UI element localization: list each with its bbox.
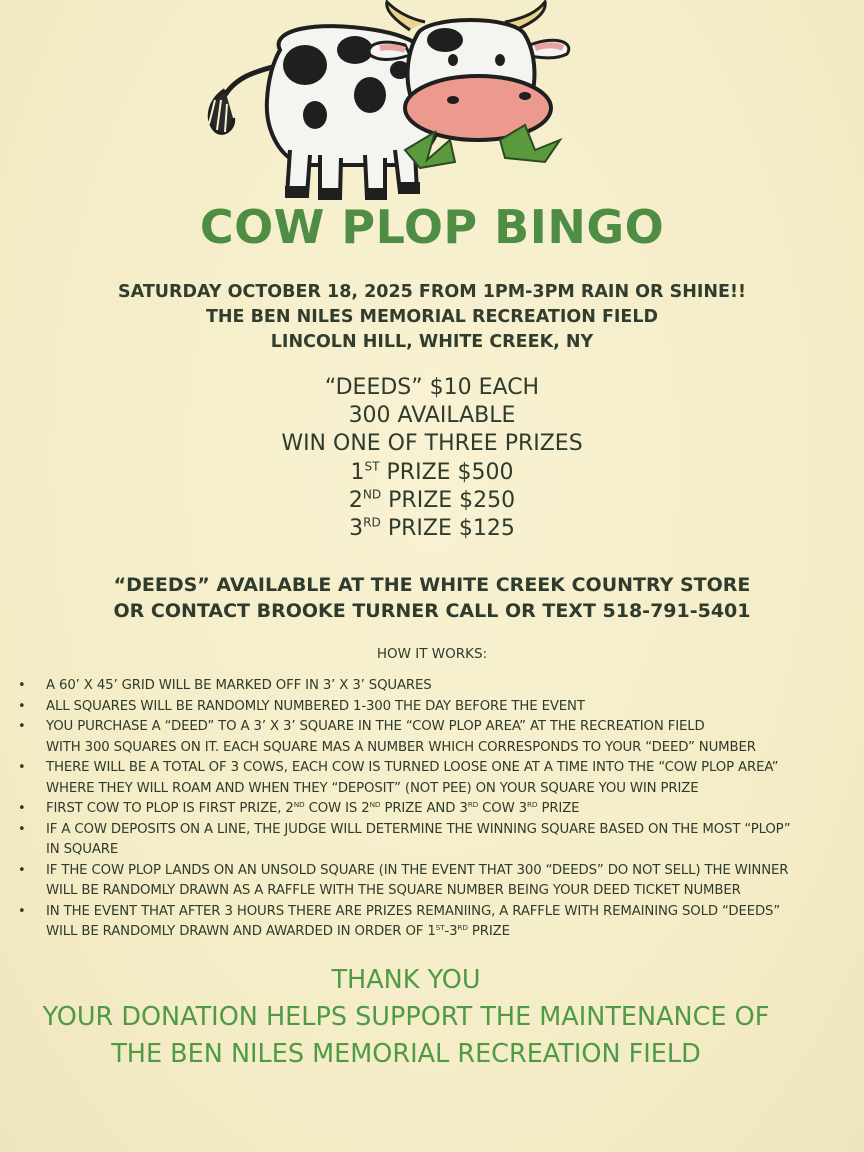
list-item: • A 60’ X 45’ GRID WILL BE MARKED OFF IN 3’ X 3’ SQUARES (14, 676, 834, 697)
prize-second: 2ND PRIZE $250 (348, 487, 516, 513)
availability-store: “DEEDS” AVAILABLE AT THE WHITE CREEK COUNTRY STORE (113, 574, 751, 596)
list-item: • ALL SQUARES WILL BE RANDOMLY NUMBERED 1-300 THE DAY BEFORE THE EVENT (14, 697, 834, 718)
list-item: • YOU PURCHASE A “DEED” TO A 3’ X 3’ SQUARE IN THE “COW PLOP AREA” AT THE RECREATION FIELD WITH 300 SQUARES ON IT. EACH SQUARE MAS A NUMBER WHICH CORRESPONDS TO YOUR “DEED” NUMBER (18, 719, 756, 755)
bullet-icon: • (18, 903, 26, 919)
list-item: • IF THE COW PLOP LANDS ON AN UNSOLD SQUARE (IN THE EVENT THAT 300 “DEEDS” DO NOT SELL) THE WINNER WILL BE RANDOMLY DRAWN AS A RAFFLE WITH THE SQUARE NUMBER BEING YOUR DEED TICKET NUMBER (18, 862, 789, 898)
list-item: • THERE WILL BE A TOTAL OF 3 COWS, EACH COW IS TURNED LOOSE ONE AT A TIME INTO THE “COW PLOP AREA” WHERE THEY WILL ROAM AND WHEN THEY “DEPOSIT” (NOT PEE) ON YOUR SQUARE YOU WIN PRIZE (18, 760, 779, 796)
deed-price: “DEEDS” $10 EACH (324, 375, 540, 400)
availability-contact: OR CONTACT BROOKE TURNER CALL OR TEXT 518-791-5401 (113, 600, 751, 622)
availability-info (0, 572, 864, 624)
list-item: • IN THE EVENT THAT AFTER 3 HOURS THERE ARE PRIZES REMANIING, A RAFFLE WITH REMAINING SOLD “DEEDS” WILL BE RANDOMLY DRAWN AND AWARDED IN ORDER OF 1ST-3RD PRIZE (18, 903, 781, 939)
bullet-icon: • (18, 760, 26, 775)
thank-you-block (0, 962, 812, 1073)
event-venue: THE BEN NILES MEMORIAL RECREATION FIELD (205, 307, 659, 327)
list-item: • FIRST COW TO PLOP IS FIRST PRIZE, 2ND COW IS 2ND PRIZE AND 3RD COW 3RD PRIZE (14, 799, 834, 820)
deeds-info (0, 374, 864, 543)
bullet-icon: • (18, 719, 26, 734)
rules-list (14, 676, 834, 943)
how-it-works-heading: HOW IT WORKS: (376, 646, 488, 662)
event-location: LINCOLN HILL, WHITE CREEK, NY (270, 332, 594, 352)
donation-message-venue: THE BEN NILES MEMORIAL RECREATION FIELD (111, 1039, 701, 1069)
bullet-icon: • (18, 862, 26, 878)
list-item: • IF A COW DEPOSITS ON A LINE, THE JUDGE WILL DETERMINE THE WINNING SQUARE BASED ON THE MOST “PLOP” IN SQUARE (18, 821, 791, 857)
donation-message: YOUR DONATION HELPS SUPPORT THE MAINTENANCE OF (42, 1002, 770, 1032)
cow-illustration (195, 0, 625, 205)
deed-count: 300 AVAILABLE (348, 403, 516, 429)
prize-first: 1ST PRIZE $500 (350, 459, 514, 485)
bullet-icon: • (18, 821, 26, 837)
prizes-heading: WIN ONE OF THREE PRIZES (281, 431, 583, 457)
thank-you-heading: THANK YOU (331, 965, 481, 995)
bullet-icon: • (18, 801, 26, 816)
event-info (0, 280, 864, 355)
page-title: COW PLOP BINGO (199, 200, 665, 254)
prize-third: 3RD PRIZE $125 (349, 515, 515, 542)
bullet-icon: • (18, 678, 26, 693)
event-date: SATURDAY OCTOBER 18, 2025 FROM 1PM-3PM RAIN OR SHINE!! (118, 282, 746, 302)
bullet-icon: • (18, 698, 26, 714)
